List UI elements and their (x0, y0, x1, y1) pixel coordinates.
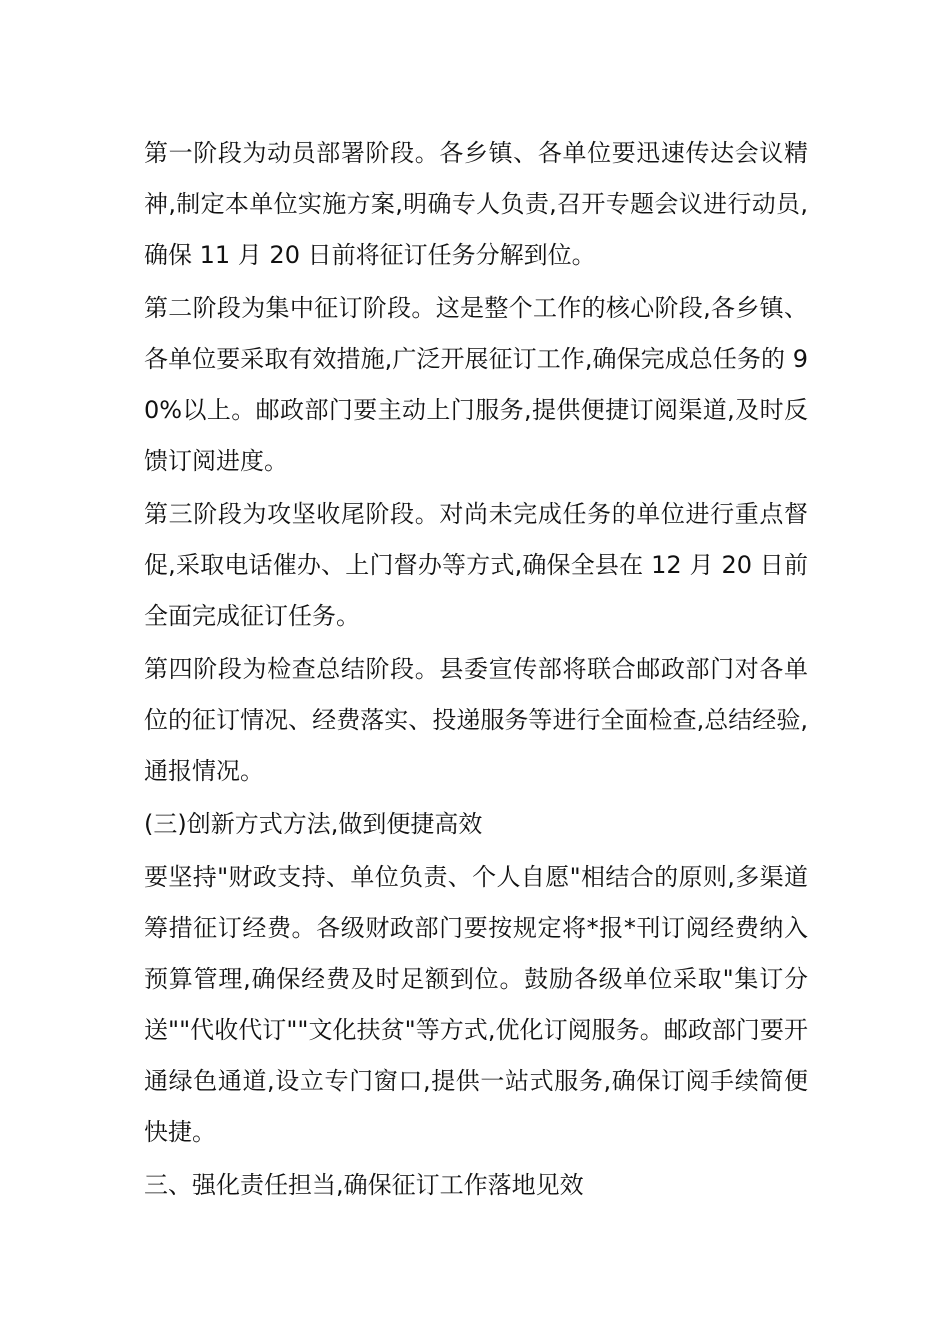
section-heading-innovate-methods: (三)创新方式方法,做到便捷高效 (144, 810, 483, 838)
paragraph-phase-two: 第二阶段为集中征订阶段。这是整个工作的核心阶段,各乡镇、各单位要采取有效措施,广泛开展征订工作,确保完成总任务的 90%以上。邮政部门要主动上门服务,提供便捷订阅渠道,及时反馈订阅进度。 (144, 294, 808, 475)
paragraph-phase-four: 第四阶段为检查总结阶段。县委宣传部将联合邮政部门对各单位的征订情况、经费落实、投递服务等进行全面检查,总结经验,通报情况。 (144, 655, 808, 785)
document-body (144, 128, 808, 1213)
section-heading-responsibility: 三、强化责任担当,确保征订工作落地见效 (144, 1171, 584, 1199)
paragraph-phase-three: 第三阶段为攻坚收尾阶段。对尚未完成任务的单位进行重点督促,采取电话催办、上门督办等方式,确保全县在 12 月 20 日前全面完成征订任务。 (144, 500, 808, 630)
paragraph-phase-one: 第一阶段为动员部署阶段。各乡镇、各单位要迅速传达会议精神,制定本单位实施方案,明确专人负责,召开专题会议进行动员,确保 11 月 20 日前将征订任务分解到位。 (144, 139, 808, 269)
paragraph-funding-methods: 要坚持"财政支持、单位负责、个人自愿"相结合的原则,多渠道筹措征订经费。各级财政部门要按规定将*报*刊订阅经费纳入预算管理,确保经费及时足额到位。鼓励各级单位采取"集订分送""代收代订""文化扶贫"等方式,优化订阅服务。邮政部门要开通绿色通道,设立专门窗口,提供一站式服务,确保订阅手续简便快捷。 (144, 863, 808, 1146)
